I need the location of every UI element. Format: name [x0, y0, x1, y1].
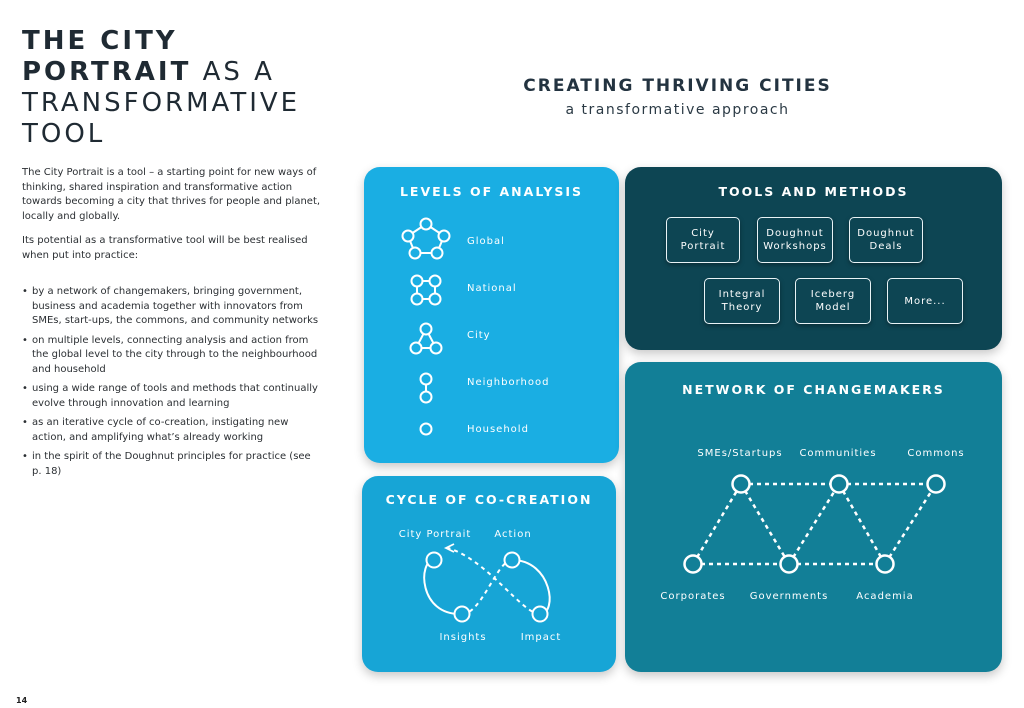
cycle-node-impact [533, 607, 548, 622]
household-icon [421, 424, 432, 435]
page-number: 14 [16, 696, 28, 705]
level-label-neighborhood: Neighborhood [467, 377, 550, 388]
node-governments [781, 556, 798, 573]
tool-integral-theory[interactable]: Integral Theory [704, 278, 780, 324]
intro-paragraph-1: The City Portrait is a tool – a starting point for new ways of thinking, shared inspiration and transformative action towards becoming a city that thrives for people and planet, locally and globally. [22, 167, 321, 222]
cycle-diagram [362, 476, 616, 672]
network-panel [625, 362, 1002, 672]
tool-doughnut-deals[interactable]: Doughnut Deals [849, 217, 923, 263]
practice-item: • as an iterative cycle of co-creation, instigating new action, and amplifying what’s already working [22, 416, 322, 445]
title-line-4: TOOL [22, 119, 106, 149]
network-graph [625, 362, 1002, 672]
national-icon [412, 276, 441, 305]
network-label-corporates: Corporates [660, 591, 726, 602]
practice-item: • by a network of changemakers, bringing government, business and academia together with innovators from SMEs, start-ups, the commons, and community networks [22, 285, 322, 329]
level-label-global: Global [467, 236, 505, 247]
node-smes-startups [733, 476, 750, 493]
cycle-node-city-portrait [427, 553, 442, 568]
title-line-3: TRANSFORMATIVE [22, 88, 301, 118]
diagram-title: CREATING THRIVING CITIES [523, 76, 832, 96]
cycle-title: CYCLE OF CO-CREATION [385, 492, 593, 507]
city-icon [411, 324, 442, 354]
title-line-2-bold: PORTRAIT [22, 57, 192, 87]
practice-item: • in the spirit of the Doughnut principles for practice (see p. 18) [22, 450, 322, 479]
cycle-label-impact: Impact [520, 632, 562, 643]
cycle-node-insights [455, 607, 470, 622]
practice-item: • using a wide range of tools and methods that continually evolve through innovation and learning [22, 382, 322, 411]
node-corporates [685, 556, 702, 573]
diagram-subtitle: a transformative approach [565, 102, 790, 118]
level-label-household: Household [467, 424, 529, 435]
title-line-1: THE CITY [22, 26, 178, 56]
node-commons [928, 476, 945, 493]
tool-city-portrait[interactable]: City Portrait [666, 217, 740, 263]
cycle-panel [362, 476, 616, 672]
cycle-label-action: Action [494, 529, 532, 540]
tools-panel [625, 167, 1002, 350]
levels-panel [364, 167, 619, 463]
cycle-label-city-portrait: City Portrait [398, 529, 472, 540]
levels-icons [364, 167, 619, 463]
network-label-commons: Commons [907, 448, 965, 459]
diagram-heading [505, 76, 850, 118]
title-line-2-rest: AS A [191, 57, 275, 87]
cycle-label-insights: Insights [439, 632, 487, 643]
practice-item: • on multiple levels, connecting analysis and action from the global level to the city through to the neighbourhood and household [22, 334, 322, 378]
node-academia [877, 556, 894, 573]
levels-title: LEVELS OF ANALYSIS [399, 184, 584, 199]
network-label-smes: SMEs/Startups [697, 448, 783, 459]
intro-paragraph-2: Its potential as a transformative tool will be best realised when put into practice: [22, 235, 308, 261]
cycle-node-action [505, 553, 520, 568]
global-icon [403, 219, 450, 259]
practice-list [22, 285, 322, 479]
tool-iceberg-model[interactable]: Iceberg Model [795, 278, 871, 324]
network-title: NETWORK OF CHANGEMAKERS [682, 382, 945, 397]
neighborhood-icon [421, 374, 432, 403]
tool-more[interactable]: More... [887, 278, 963, 324]
level-label-national: National [467, 283, 517, 294]
tools-title: TOOLS AND METHODS [718, 184, 909, 199]
node-communities [831, 476, 848, 493]
tool-doughnut-workshops[interactable]: Doughnut Workshops [757, 217, 833, 263]
network-label-academia: Academia [856, 591, 914, 602]
network-label-governments: Governments [749, 591, 829, 602]
intro-text [22, 166, 322, 484]
level-label-city: City [467, 330, 491, 341]
page-title [22, 26, 300, 150]
network-label-communities: Communities [799, 448, 877, 459]
